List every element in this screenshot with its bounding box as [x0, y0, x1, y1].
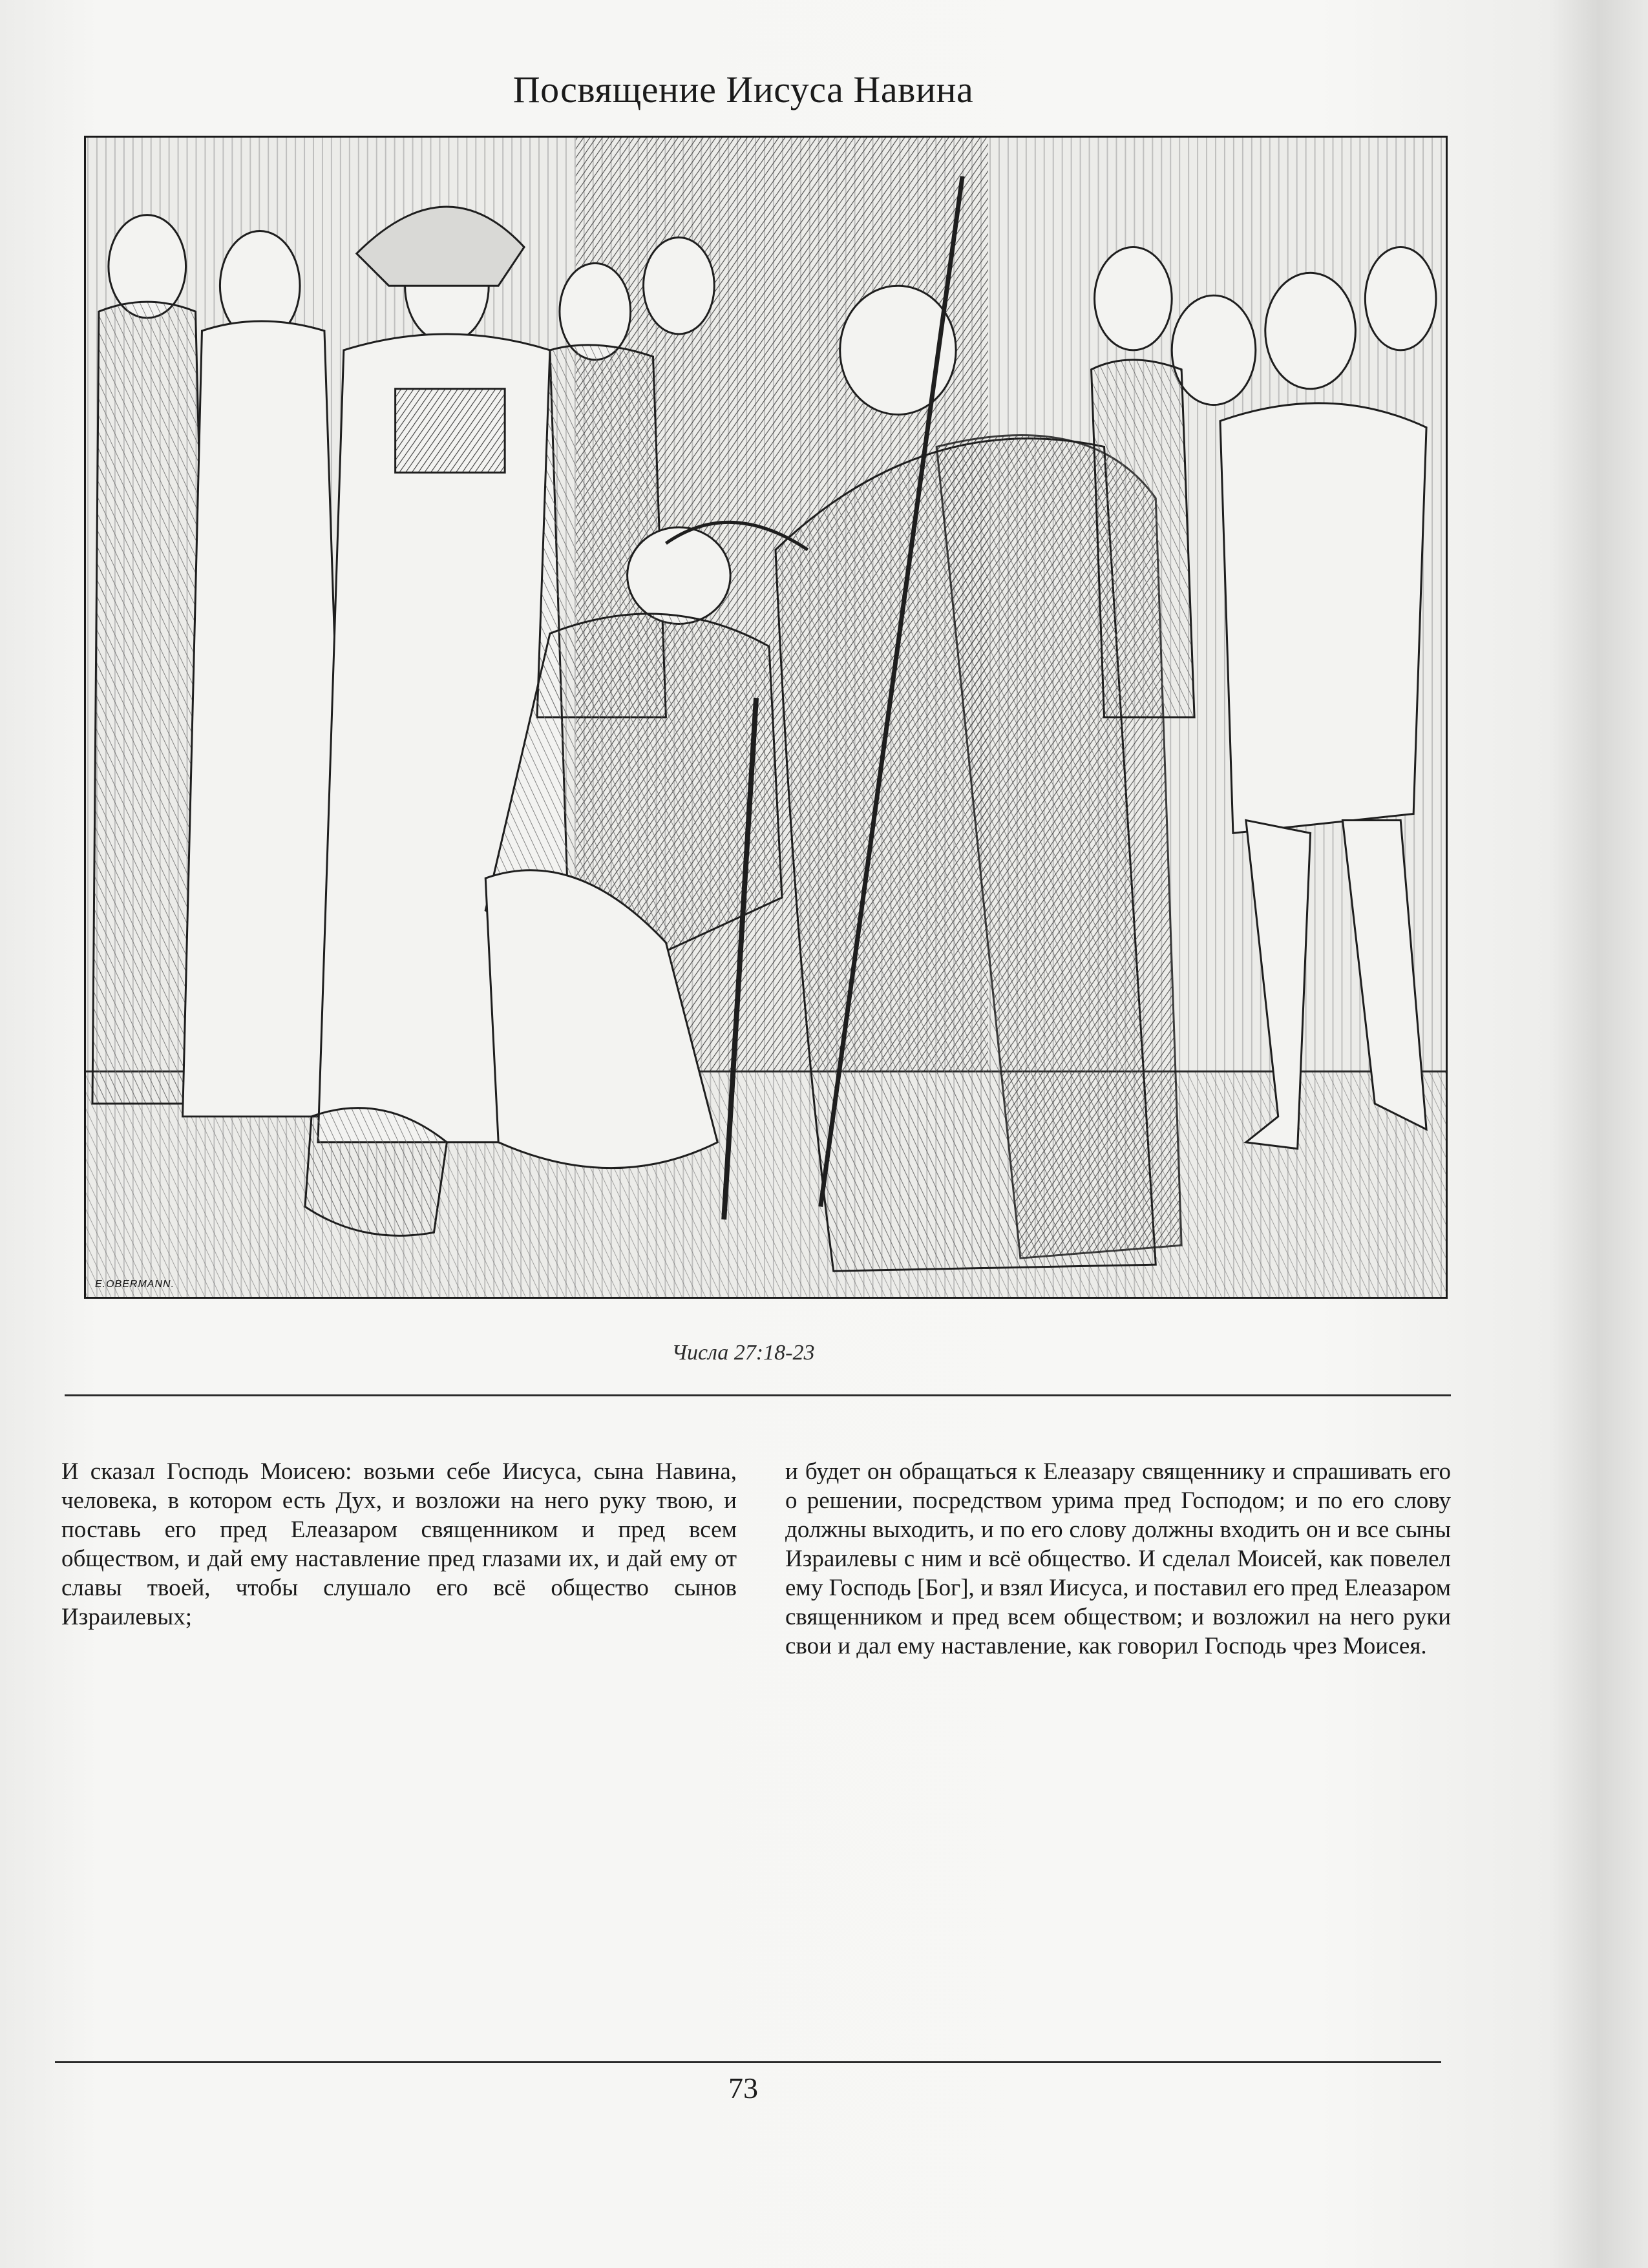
divider-top — [65, 1394, 1451, 1396]
page-number: 73 — [728, 2072, 758, 2105]
engraving-illustration — [84, 136, 1448, 1299]
text-column-right: и будет он обращаться к Елеазару священнику и спрашивать его о решении, посредством урима пред Господом; и по его слову должны выходить, и по его слову должны входить он и все сыны Израилевы с ним и всё общество. И сделал Моисей, как повелел ему Господь [Бог], и взял Иисуса, и поставил его пред Елеазаром священником и пред всем обществом; и возложил на него руки свои и дал ему наставление, как говорил Господь чрез Моисея. — [785, 1458, 1451, 1659]
text-column-left: И сказал Господь Моисею: возьми себе Иисуса, сына Навина, человека, в котором есть Дух, и возложи на него руку твою, и поставь его пред Елеазаром священником и пред всем обществом, и дай ему наставление пред глазами их, и дай ему от славы твоей, чтобы слушало его всё общество сынов Израилевых; — [61, 1458, 737, 1630]
engraver-signature: E.OBERMANN. — [95, 1279, 175, 1290]
engraving-artwork — [86, 138, 1446, 1297]
scripture-reference-caption: Числа 27:18-23 — [671, 1341, 815, 1365]
divider-bottom — [55, 2061, 1441, 2063]
page-title: Посвящение Иисуса Навина — [512, 68, 974, 110]
